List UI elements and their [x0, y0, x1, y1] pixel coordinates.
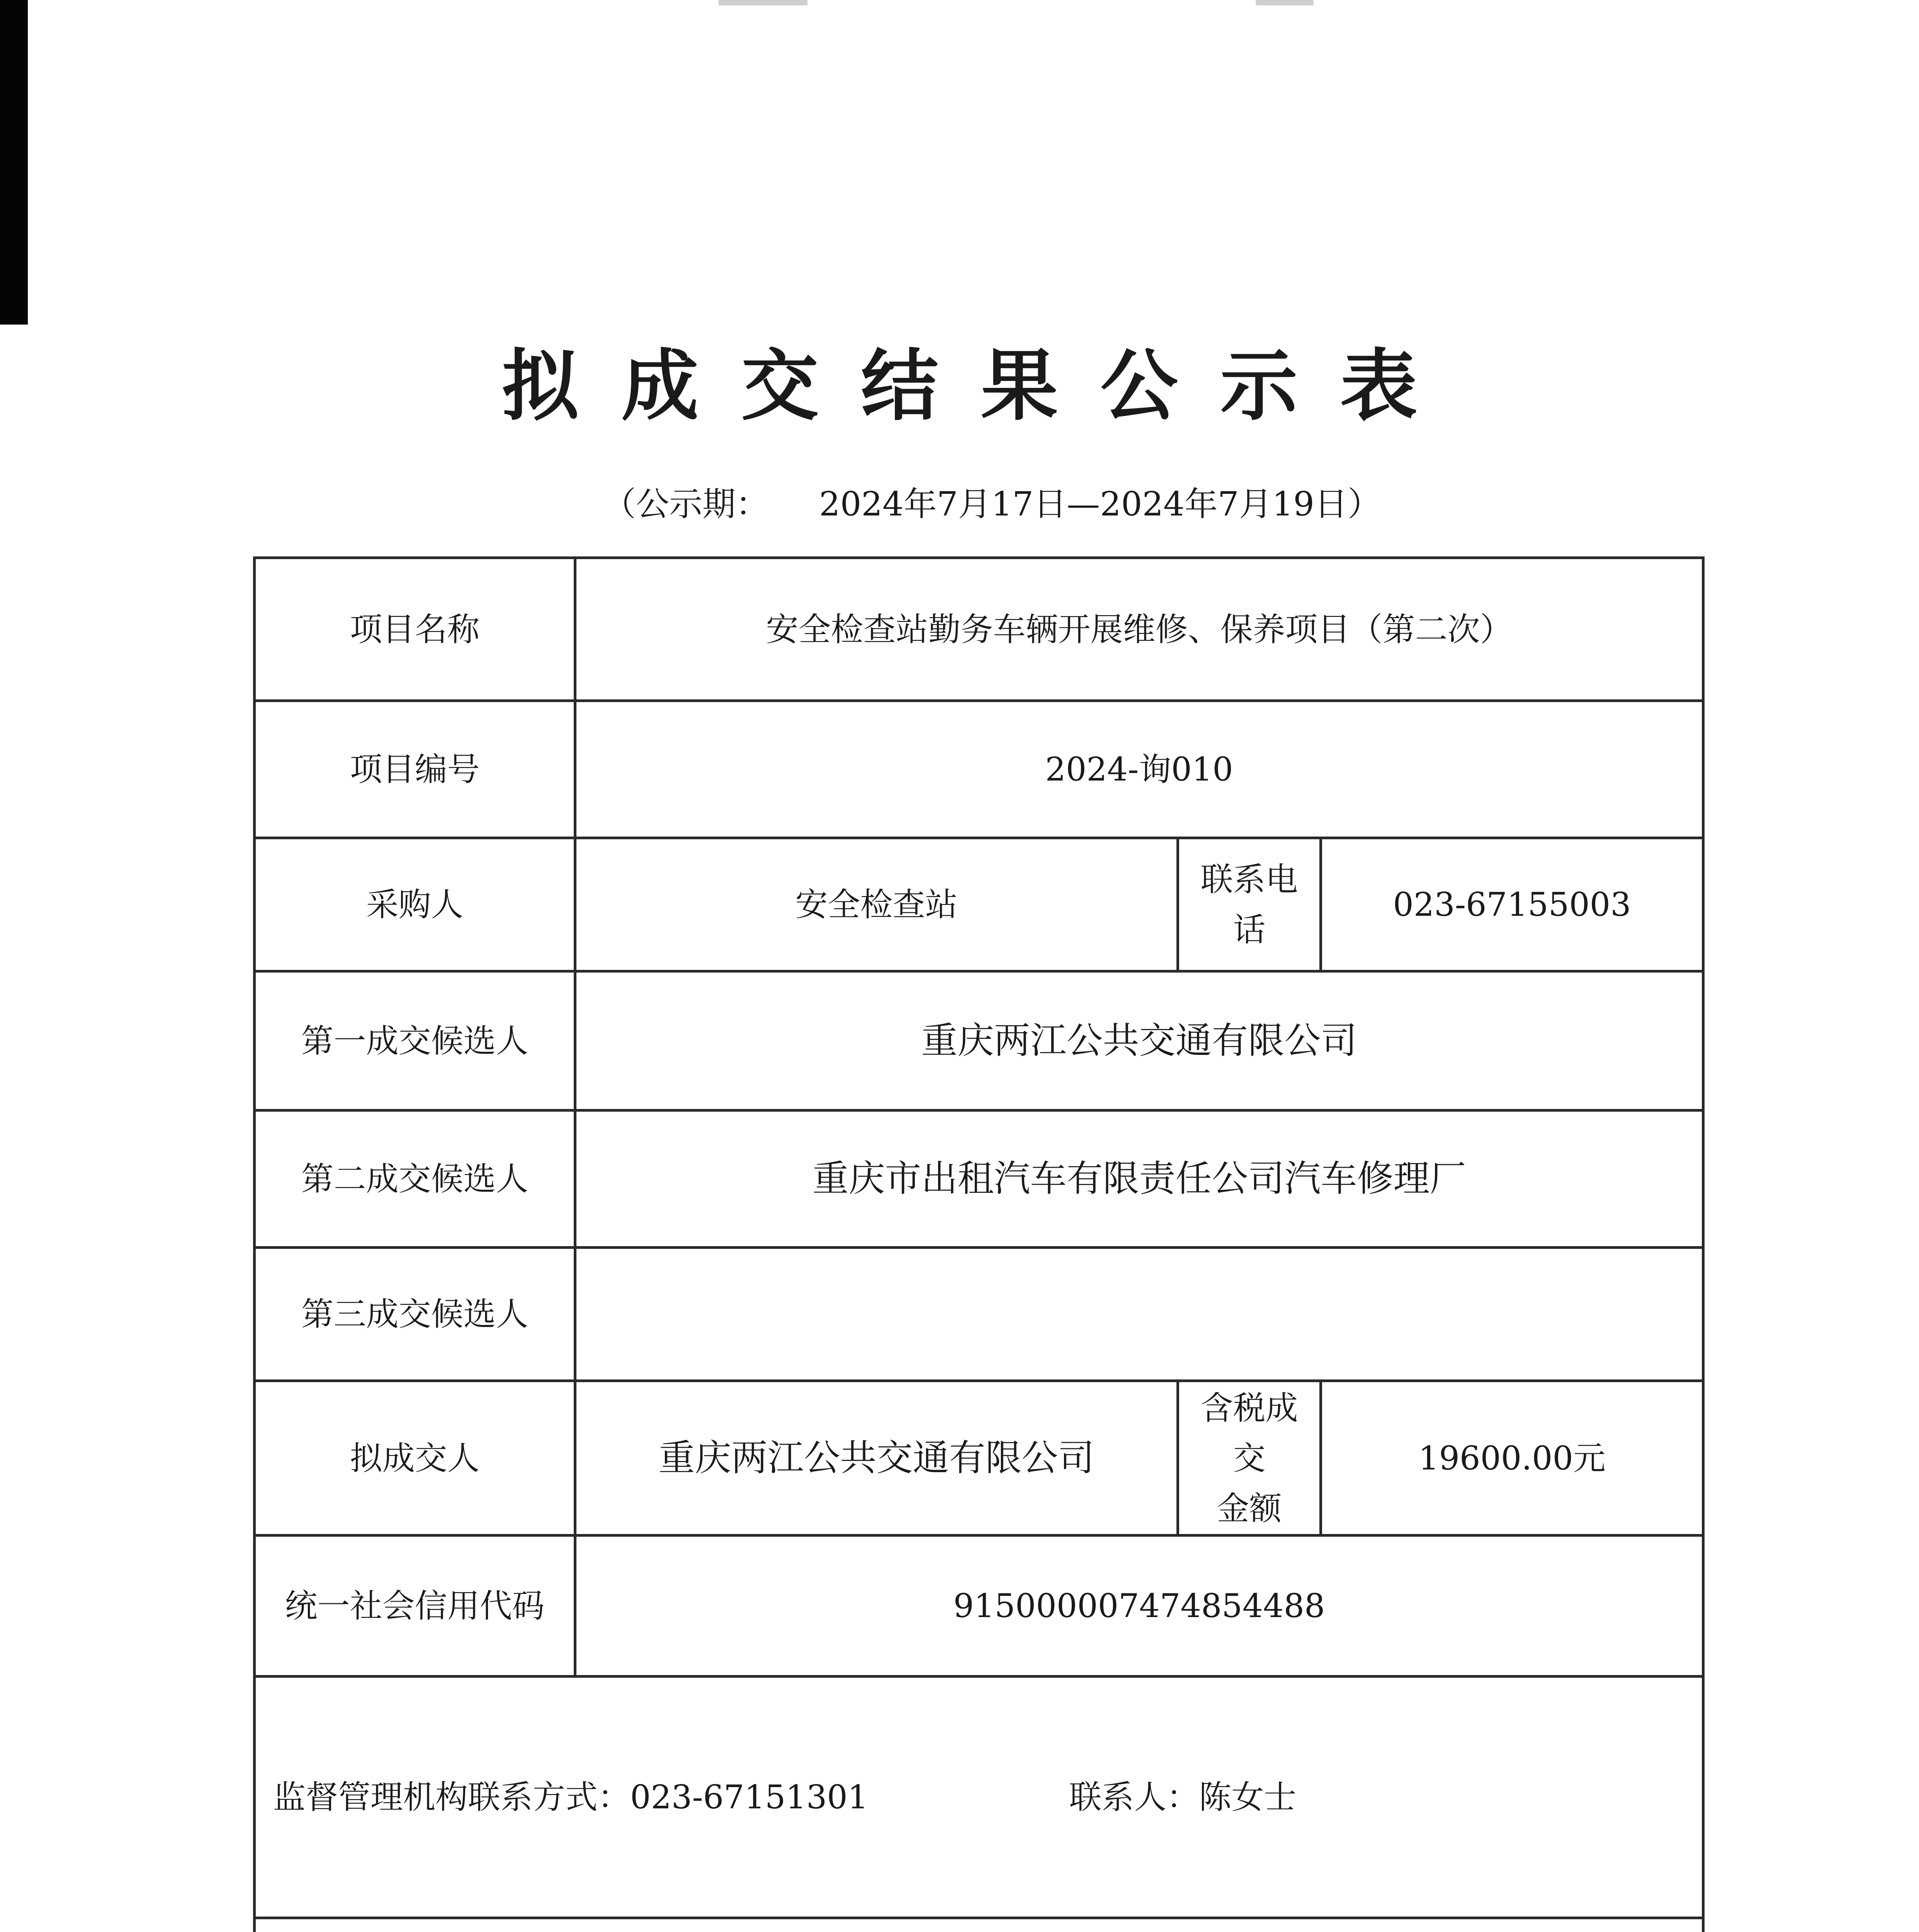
notice-period-label: （公示期：: [603, 485, 769, 524]
row-supervision: [255, 1677, 1703, 1918]
project-number-label: 项目编号: [255, 701, 575, 838]
credit-code-label: 统一社会信用代码: [255, 1536, 575, 1677]
supervision-contact: [255, 1677, 1703, 1918]
candidate-2-label: 第二成交候选人: [255, 1111, 575, 1248]
supervision-label: 监督管理机构联系方式：: [273, 1778, 631, 1816]
project-number-value: 2024-询010: [575, 701, 1703, 838]
document-title: 拟成交结果公示表: [501, 341, 1460, 431]
row-project-number: [255, 701, 1703, 838]
notice-period: [603, 479, 1381, 529]
purchaser-value: 安全检查站: [575, 838, 1178, 971]
row-credit-code: [255, 1536, 1703, 1677]
supervision-contact-name: 陈女士: [1199, 1778, 1297, 1816]
candidate-2-value: 重庆市出租汽车有限责任公司汽车修理厂: [575, 1111, 1703, 1248]
scan-top-mark: [719, 0, 807, 5]
candidate-1-value: 重庆两江公共交通有限公司: [575, 971, 1703, 1111]
winner-label: 拟成交人: [255, 1381, 575, 1536]
candidate-3-label: 第三成交候选人: [255, 1248, 575, 1381]
notice-period-range: 2024年7月17日—2024年7月19日）: [819, 485, 1381, 524]
project-name-label: 项目名称: [255, 558, 575, 701]
row-winner: [255, 1381, 1703, 1536]
row-candidate-3: [255, 1248, 1703, 1381]
candidate-1-label: 第一成交候选人: [255, 971, 575, 1111]
candidate-3-value: [575, 1248, 1703, 1381]
winner-value: 重庆两江公共交通有限公司: [575, 1381, 1178, 1536]
supervision-phone: 023-67151301: [630, 1778, 869, 1816]
phone-label: 联系电话: [1178, 838, 1321, 971]
row-candidate-1: [255, 971, 1703, 1111]
amount-label-line-1: 含税成交: [1200, 1389, 1298, 1477]
amount-label: [1178, 1381, 1321, 1536]
row-project-name: [255, 558, 1703, 701]
row-purchase-office: [255, 1918, 1703, 1932]
row-purchaser: [255, 838, 1703, 971]
result-table: [253, 556, 1705, 1932]
amount-value: 19600.00元: [1321, 1381, 1703, 1536]
scan-edge-shadow: [0, 0, 28, 325]
row-candidate-2: [255, 1111, 1703, 1248]
amount-label-line-2: 金额: [1217, 1489, 1282, 1527]
purchaser-label: 采购人: [255, 838, 575, 971]
project-name-value: 安全检查站勤务车辆开展维修、保养项目（第二次）: [575, 558, 1703, 701]
scan-top-mark: [1256, 0, 1314, 5]
supervision-contact-label: 联系人：: [1069, 1778, 1199, 1816]
credit-code-value: 915000007474854488: [575, 1536, 1703, 1677]
phone-value: 023-67155003: [1321, 838, 1703, 971]
purchase-office-contact: [255, 1918, 1703, 1932]
